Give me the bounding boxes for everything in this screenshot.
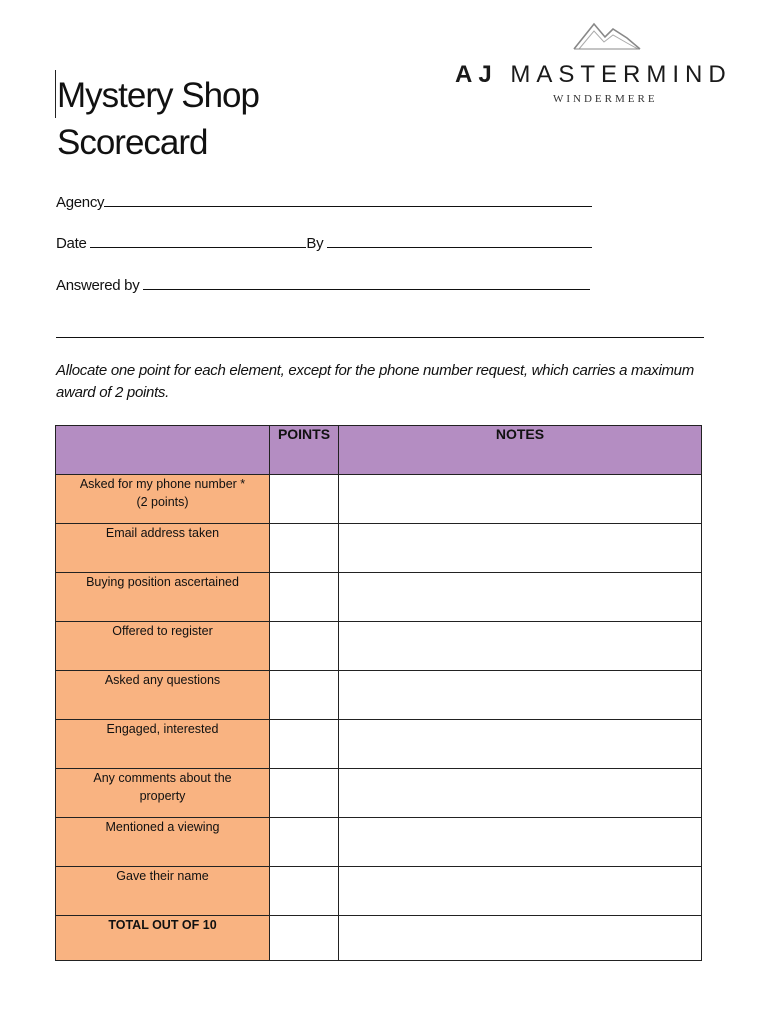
- brand-mastermind: MASTERMIND: [510, 61, 732, 88]
- total-label: TOTAL OUT OF 10: [56, 916, 270, 961]
- table-row: [56, 622, 702, 671]
- brand-subtitle: WINDERMERE: [553, 93, 658, 105]
- agency-field[interactable]: [56, 192, 592, 211]
- points-cell[interactable]: [270, 720, 339, 769]
- notes-cell[interactable]: [339, 818, 702, 867]
- date-by-field[interactable]: [56, 233, 592, 252]
- table-row: [56, 573, 702, 622]
- mountains-icon: [572, 18, 642, 52]
- answered-by-line[interactable]: [143, 275, 590, 290]
- row-label: Asked for my phone number * (2 points): [56, 475, 270, 524]
- table-row: [56, 524, 702, 573]
- notes-cell[interactable]: [339, 524, 702, 573]
- agency-label: Agency: [56, 194, 105, 211]
- table-row: [56, 769, 702, 818]
- points-cell[interactable]: [270, 769, 339, 818]
- table-row: [56, 867, 702, 916]
- header-blank: [56, 426, 270, 475]
- notes-cell[interactable]: [339, 622, 702, 671]
- notes-cell[interactable]: [339, 867, 702, 916]
- divider: [56, 337, 704, 338]
- points-cell[interactable]: [270, 622, 339, 671]
- row-label: Engaged, interested: [56, 720, 270, 769]
- brand-name: [455, 61, 732, 89]
- table-row-total: [56, 916, 702, 961]
- by-line[interactable]: [327, 233, 592, 248]
- total-notes-cell[interactable]: [339, 916, 702, 961]
- row-label: Offered to register: [56, 622, 270, 671]
- row-label: Gave their name: [56, 867, 270, 916]
- title-line-2: Scorecard: [57, 123, 208, 162]
- table-row: [56, 475, 702, 524]
- row-label: Mentioned a viewing: [56, 818, 270, 867]
- table-header-row: [56, 426, 702, 475]
- date-label: Date: [56, 235, 87, 252]
- date-line[interactable]: [90, 233, 306, 248]
- answered-by-label: Answered by: [56, 277, 140, 294]
- row-label: Buying position ascertained: [56, 573, 270, 622]
- by-label: By: [306, 235, 324, 252]
- instructions: Allocate one point for each element, except for the phone number request, which carries a maximum award of 2 points.: [56, 362, 694, 401]
- page-title: [57, 72, 259, 166]
- notes-cell[interactable]: [339, 671, 702, 720]
- notes-cell[interactable]: [339, 720, 702, 769]
- points-cell[interactable]: [270, 818, 339, 867]
- answered-by-field[interactable]: [56, 275, 590, 294]
- company-logo: [450, 18, 765, 113]
- points-cell[interactable]: [270, 524, 339, 573]
- header-notes: NOTES: [339, 426, 702, 475]
- points-cell[interactable]: [270, 671, 339, 720]
- notes-cell[interactable]: [339, 475, 702, 524]
- table-row: [56, 818, 702, 867]
- agency-line[interactable]: [104, 192, 592, 207]
- header-points: POINTS: [270, 426, 339, 475]
- table-row: [56, 671, 702, 720]
- notes-cell[interactable]: [339, 573, 702, 622]
- points-cell[interactable]: [270, 573, 339, 622]
- points-cell[interactable]: [270, 867, 339, 916]
- table-row: [56, 720, 702, 769]
- scorecard-table: [55, 425, 702, 961]
- text-cursor: [55, 70, 56, 118]
- row-label: Any comments about the property: [56, 769, 270, 818]
- points-cell[interactable]: [270, 475, 339, 524]
- row-label: Email address taken: [56, 524, 270, 573]
- title-line-1: Mystery Shop: [57, 76, 259, 115]
- brand-aj: AJ: [455, 61, 498, 88]
- total-points-cell[interactable]: [270, 916, 339, 961]
- row-label: Asked any questions: [56, 671, 270, 720]
- notes-cell[interactable]: [339, 769, 702, 818]
